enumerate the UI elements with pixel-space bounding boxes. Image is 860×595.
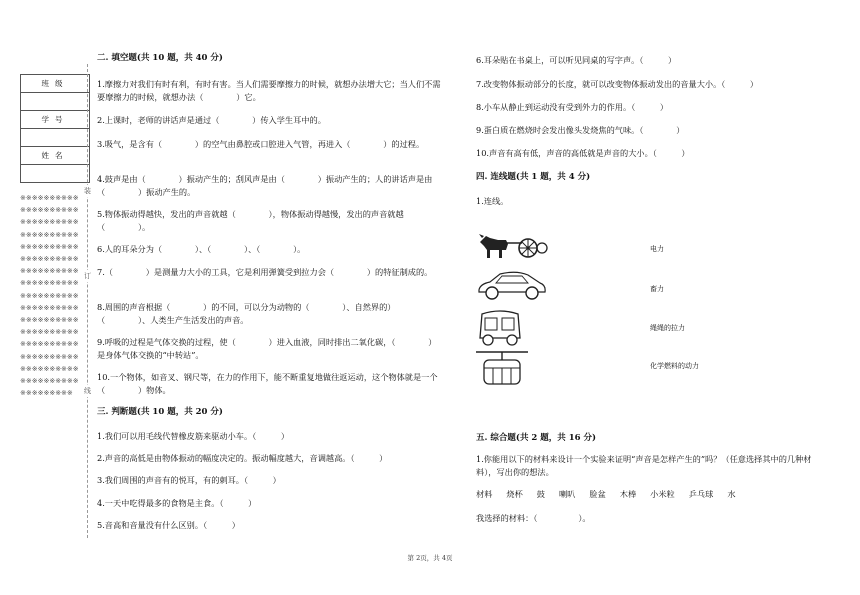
materials-list (476, 488, 736, 501)
material-item: 鼓 (536, 489, 545, 499)
fill-q8: 8.周围的声音根据（ ）的不同，可以分为动物的（ ）、自然界的）（ ）、人类生产生活发出的声音。 (97, 302, 396, 325)
judge-q2: 2.声音的高低是由物体振动的幅度决定的。振动幅度越大，音调越高。（ ） (97, 453, 388, 463)
judge-q7: 7.改变物体振动部分的长度，就可以改变物体振动发出的音量大小。（ ） (476, 79, 759, 89)
auto-rickshaw-picture (476, 308, 524, 348)
fill-q2: 2.上课时，老师的讲话声是通过（ ）传入学生耳中的。 (97, 115, 326, 125)
judge-q3: 3.我们周围的声音有的悦耳，有的刺耳。（ ） (97, 475, 281, 485)
fill-q1: 1.摩擦力对我们有时有利，有时有害。当人们需要摩擦力的时候，就想办法增大它；当人们不需要摩擦力的时候，就想办法（ ）它。 (97, 79, 441, 102)
material-item: 烧杯 (506, 489, 523, 499)
match-q1: 1.连线。 (476, 196, 509, 206)
material-item: 小米粒 (650, 489, 675, 499)
judge-q5: 5.音高和音量没有什么区别。（ ） (97, 520, 240, 530)
material-item: 水 (727, 489, 736, 499)
match-label-animal: 畜力 (650, 285, 664, 293)
fill-q5: 5.物体振动得越快，发出的声音就越（ ），物体振动得越慢，发出的声音就越（ ）。 (97, 209, 404, 232)
judge-q1: 1.我们可以用毛线代替橡皮筋来驱动小车。（ ） (97, 431, 290, 441)
material-item: 乒乓球 (688, 489, 714, 499)
judge-q6: 6.耳朵贴在书桌上，可以听见同桌的写字声。（ ） (476, 55, 677, 65)
material-item: 木棒 (619, 489, 637, 499)
page-footer: 第 2页，共 4页 (407, 554, 453, 562)
class-field[interactable] (21, 93, 90, 111)
student-id-field[interactable] (21, 129, 90, 147)
fill-q9: 9.呼吸的过程是气体交换的过程，使（ ）进入血液，同时排出二氧化碳，（ ）是身体气体交换的“中转站”。 (97, 337, 437, 360)
binding-char-zhuang: 装 (84, 187, 91, 195)
section-5-title: 五. 综合题(共 2 题，共 16 分) (476, 433, 597, 443)
fill-q4: 4.鼓声是由（ ）振动产生的；刮风声是由（ ）振动产生的；人的讲话声是由（ ）振动产生的。 (97, 174, 433, 197)
name-field[interactable] (21, 165, 90, 183)
name-label: 姓名 (21, 147, 90, 165)
judge-q4: 4.一天中吃得最多的食物是主食。（ ） (97, 498, 257, 508)
material-item: 脸盆 (589, 489, 606, 499)
judge-q10: 10.声音有高有低，声音的高低就是声音的大小。（ ） (476, 148, 690, 158)
judge-q9: 9.蛋白质在燃烧时会发出像头发烧焦的气味。（ ） (476, 125, 685, 135)
horse-cart-picture (476, 228, 548, 264)
match-label-electric: 电力 (650, 245, 664, 253)
fill-q7: 7.（ ）是测量力大小的工具，它是利用弹簧受到拉力会（ ）的特征制成的。 (97, 267, 433, 277)
fill-q10: 10.一个物体，如音叉、钢尺等，在力的作用下，能不断重复地做往返运动，这个物体就是一个（ ）物体。 (97, 372, 438, 395)
material-label: 材料 (476, 489, 493, 499)
binding-stars: ※※※※※※※※※※※※※※※※※※※※※※※※※※※※※※※※※※※※※※※※※※※※※※※※※※※※※※※※※※※※※※※※※※※※※※※※※※※※※※※※※※※※※※※※※※※※※※※※※※※※※※※※※※※※※※※※※※※※※※※※※※※※※※※※※※※※※※※※※※※※※※※※※※※※※※※※※※※※※※※※※※※※※※※※※ (20, 194, 79, 398)
car-picture (476, 268, 548, 302)
chosen-materials: 我选择的材料：（ ）。 (476, 513, 591, 523)
binding-char-ding: 订 (84, 272, 91, 280)
section-3-title: 三. 判断题(共 10 题，共 20 分) (97, 407, 223, 417)
judge-q8: 8.小车从静止到运动没有受到外力的作用。（ ） (476, 102, 669, 112)
student-id-label: 学号 (21, 111, 90, 129)
student-info-table (20, 74, 90, 183)
comprehensive-q1: 1.你能用以下的材料来设计一个实验来证明“声音是怎样产生的”吗？（任意选择其中的几种材料），写出你的想法。 (476, 454, 812, 477)
match-label-chemical: 化学燃料的动力 (650, 362, 699, 370)
fill-q6: 6.人的耳朵分为（ ）、（ ）、（ ）。 (97, 244, 306, 254)
matching-area (476, 228, 821, 383)
class-label: 班级 (21, 75, 90, 93)
material-item: 喇叭 (558, 489, 576, 499)
section-4-title: 四. 连线题(共 1 题，共 4 分) (476, 172, 591, 182)
binding-char-xian: 线 (84, 387, 91, 395)
cable-car-picture (476, 350, 528, 386)
fill-q3: 3.吸气，是含有（ ）的空气由鼻腔或口腔进入气管，再进入（ ）的过程。 (97, 139, 425, 149)
section-2-title: 二. 填空题(共 10 题，共 40 分) (97, 53, 223, 63)
match-label-rope: 绳绳的拉力 (650, 324, 685, 332)
binding-line (87, 64, 88, 538)
